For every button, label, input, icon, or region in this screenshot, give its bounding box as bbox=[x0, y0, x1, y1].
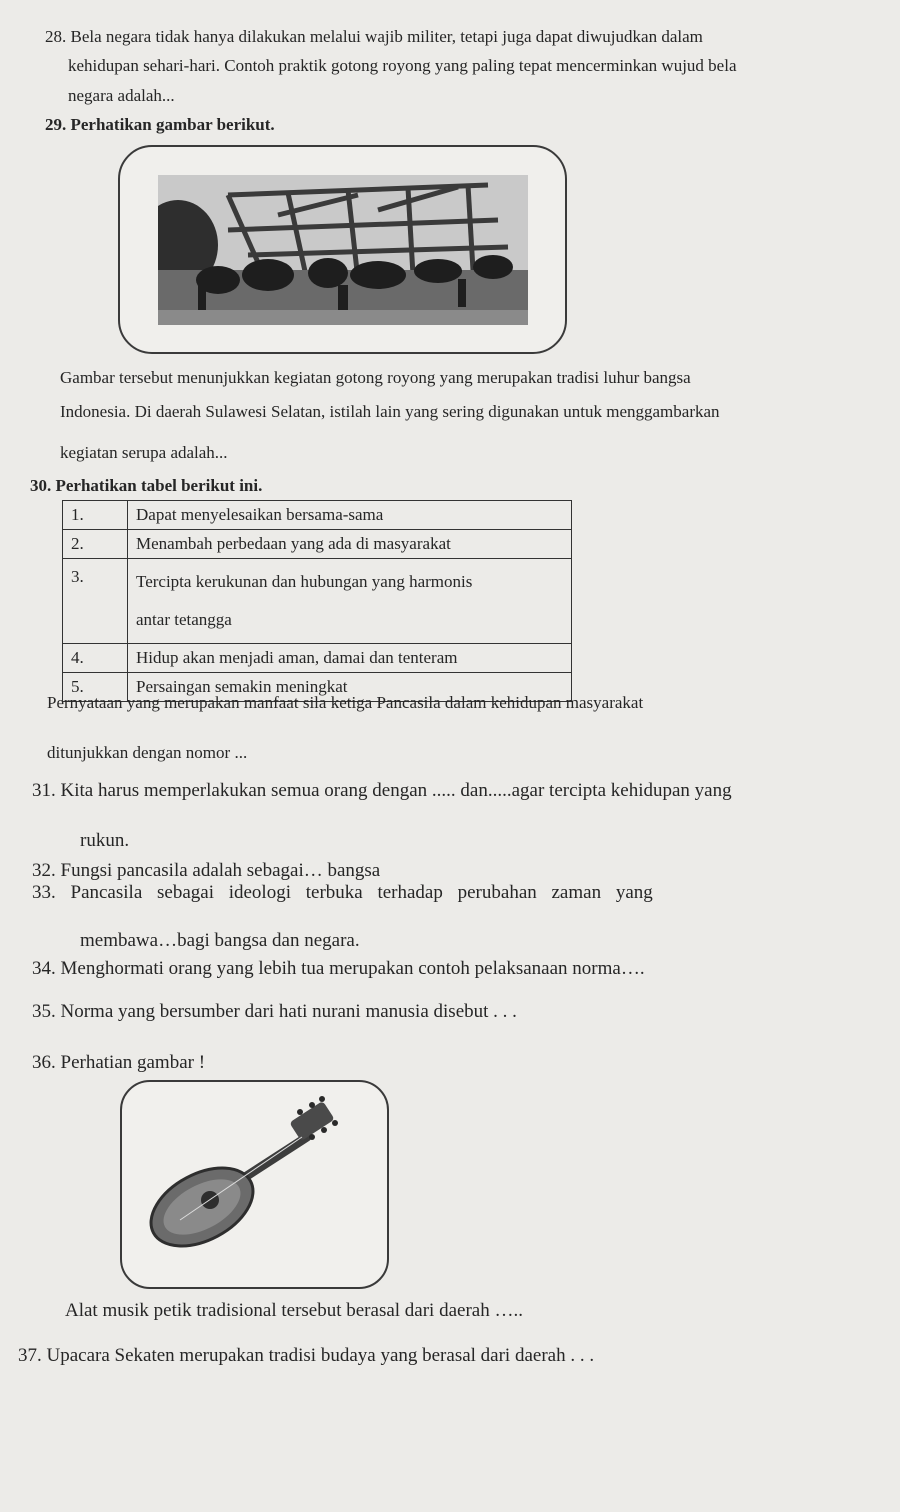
row-number: 5. bbox=[63, 673, 128, 702]
table-row bbox=[63, 559, 572, 644]
row-text-multiline bbox=[128, 559, 572, 644]
q37-line-1: 37. Upacara Sekaten merupakan tradisi budaya yang berasal dari daerah . . . bbox=[18, 1345, 595, 1366]
table-row bbox=[63, 644, 572, 673]
q29-heading: 29. Perhatikan gambar berikut. bbox=[45, 115, 275, 134]
statement-table bbox=[62, 500, 572, 702]
q34-line-1: 34. Menghormati orang yang lebih tua merupakan contoh pelaksanaan norma…. bbox=[32, 958, 645, 979]
row-number: 1. bbox=[63, 501, 128, 530]
q28-line-1: 28. Bela negara tidak hanya dilakukan melalui wajib militer, tetapi juga dapat diwujudkan dalam bbox=[45, 27, 703, 46]
row-number: 4. bbox=[63, 644, 128, 673]
table-row bbox=[63, 530, 572, 559]
q35-line-1: 35. Norma yang bersumber dari hati nurani manusia disebut . . . bbox=[32, 1001, 517, 1022]
q33-line-1: 33. Pancasila sebagai ideologi terbuka terhadap perubahan zaman yang bbox=[32, 882, 653, 903]
q29-para-line-3: kegiatan serupa adalah... bbox=[60, 443, 228, 462]
q36-caption: Alat musik petik tradisional tersebut berasal dari daerah ….. bbox=[65, 1300, 523, 1321]
q31-line-1: 31. Kita harus memperlakukan semua orang dengan ..... dan.....agar tercipta kehidupan yang bbox=[32, 780, 732, 801]
q31-line-2: rukun. bbox=[80, 830, 130, 851]
instrument-frame bbox=[120, 1080, 389, 1289]
gotong-royong-photo bbox=[158, 175, 528, 325]
row-text: Hidup akan menjadi aman, damai dan tenteram bbox=[128, 644, 572, 673]
row-text-continued: antar tetangga bbox=[136, 610, 232, 629]
row-text: Menambah perbedaan yang ada di masyarakat bbox=[128, 530, 572, 559]
q33-line-2: membawa…bagi bangsa dan negara. bbox=[80, 930, 360, 951]
row-text: Dapat menyelesaikan bersama-sama bbox=[128, 501, 572, 530]
q29-para-line-2: Indonesia. Di daerah Sulawesi Selatan, istilah lain yang sering digunakan untuk menggambarkan bbox=[60, 402, 720, 421]
q28-line-3: negara adalah... bbox=[68, 86, 175, 105]
house-frame-illustration bbox=[158, 175, 528, 325]
q30-question-line-2: ditunjukkan dengan nomor ... bbox=[47, 743, 248, 762]
q32-line-1: 32. Fungsi pancasila adalah sebagai… bangsa bbox=[32, 860, 381, 881]
row-text: Tercipta kerukunan dan hubungan yang harmonis bbox=[136, 572, 473, 591]
row-number: 2. bbox=[63, 530, 128, 559]
photo-frame bbox=[118, 145, 567, 354]
q30-question-line-1: Pernyataan yang merupakan manfaat sila ketiga Pancasila dalam kehidupan masyarakat bbox=[47, 693, 644, 712]
table-row bbox=[63, 501, 572, 530]
row-number: 3. bbox=[63, 559, 128, 644]
q28-line-2: kehidupan sehari-hari. Contoh praktik gotong royong yang paling tepat mencerminkan wujud bela bbox=[68, 56, 737, 75]
q36-heading: 36. Perhatian gambar ! bbox=[32, 1052, 206, 1073]
row-text: Persaingan semakin meningkat bbox=[128, 673, 572, 702]
mandolin-icon bbox=[122, 1082, 387, 1287]
q29-para-line-1: Gambar tersebut menunjukkan kegiatan gotong royong yang merupakan tradisi luhur bangsa bbox=[60, 368, 691, 387]
q30-heading: 30. Perhatikan tabel berikut ini. bbox=[30, 476, 263, 495]
